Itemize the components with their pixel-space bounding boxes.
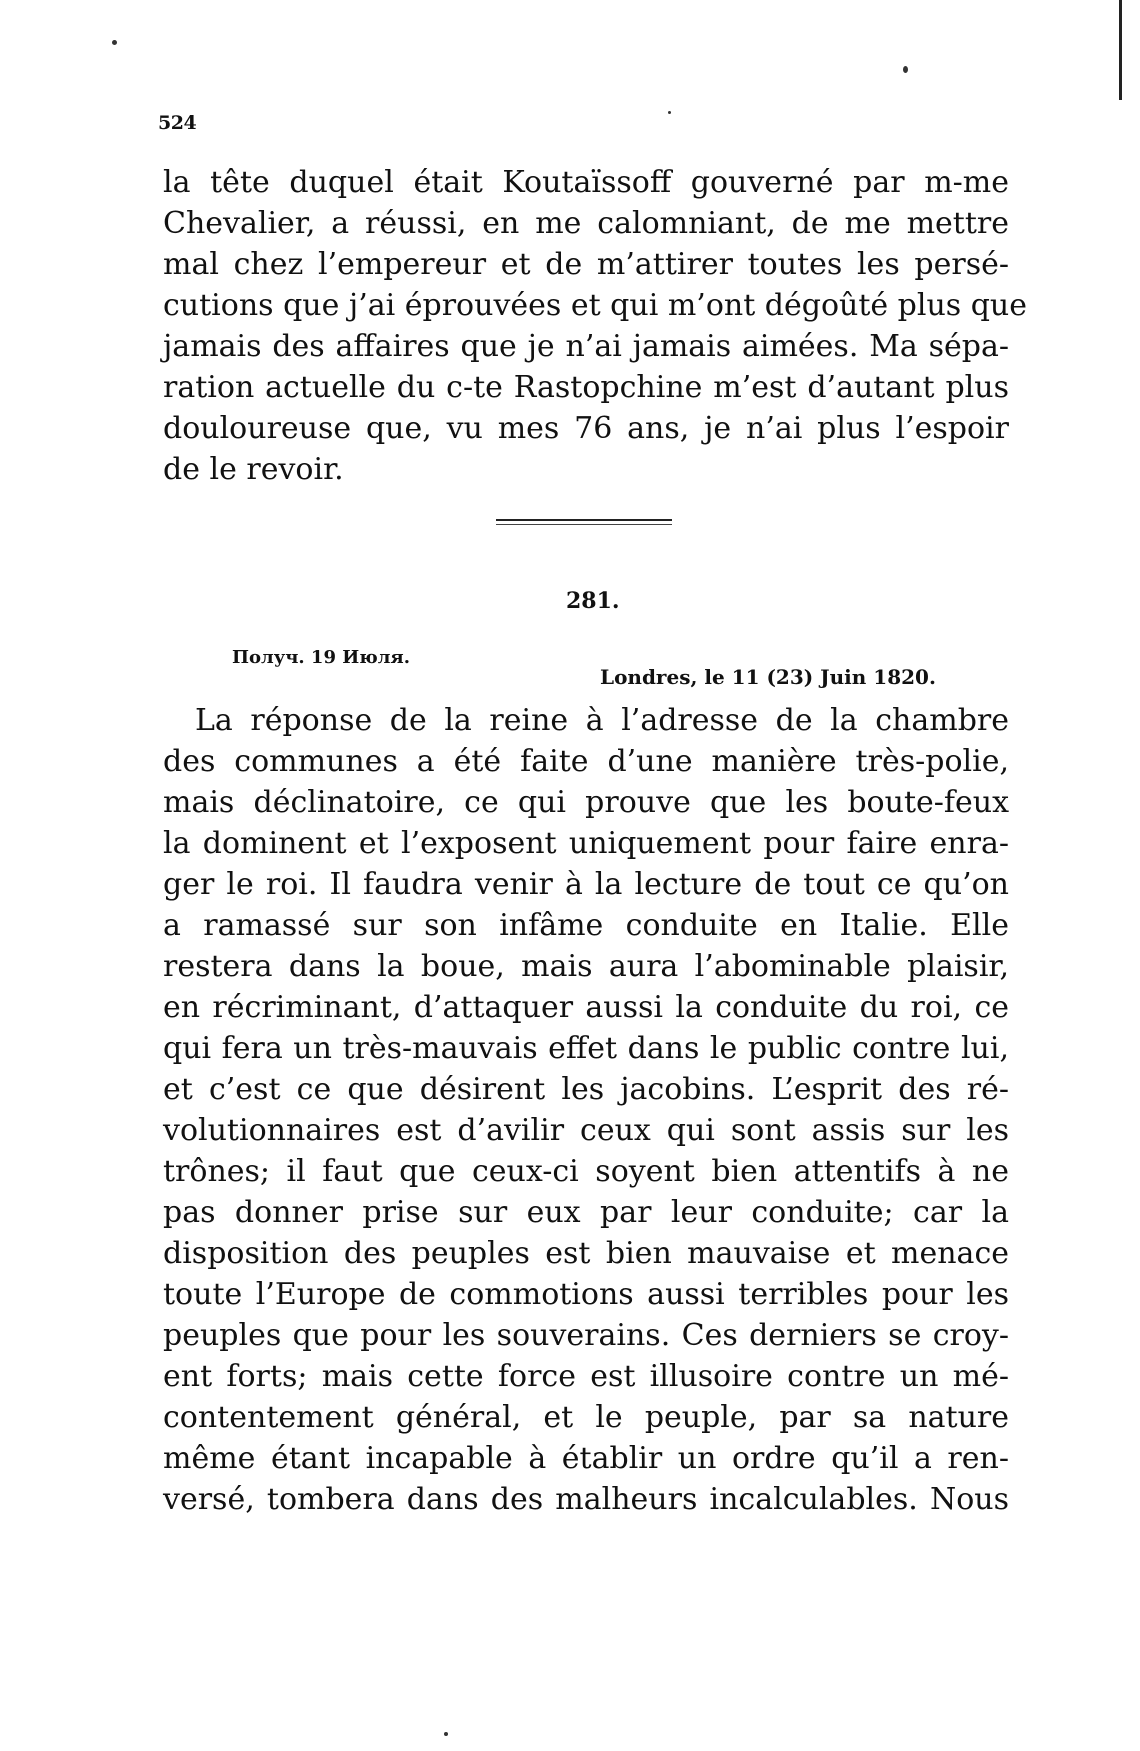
text-line: La réponse de la reine à l’adresse de la chambre xyxy=(195,703,1009,738)
page-number: 524 xyxy=(158,112,197,134)
text-line: mais déclinatoire, ce qui prouve que les boute-feux xyxy=(163,785,1009,820)
text-line: volutionnaires est d’avilir ceux qui sont assis sur les xyxy=(163,1113,1009,1148)
print-speck xyxy=(112,40,117,45)
text-line: restera dans la boue, mais aura l’abominable plaisir, xyxy=(163,949,1009,984)
text-line: la tête duquel était Koutaïssoff gouverné par m-me xyxy=(163,165,1009,200)
text-line: toute l’Europe de commotions aussi terribles pour les xyxy=(163,1277,1009,1312)
text-line: cutions que j’ai éprouvées et qui m’ont dégoûté plus que xyxy=(163,288,1028,323)
section-divider xyxy=(496,519,672,521)
page-edge-mark xyxy=(1119,0,1122,100)
text-line: a ramassé sur son infâme conduite en Italie. Elle xyxy=(163,908,1009,943)
text-line: la dominent et l’exposent uniquement pour faire enra- xyxy=(163,826,1009,861)
letter-number: 281. xyxy=(566,588,620,614)
letter-body xyxy=(163,700,1009,1520)
text-line: ration actuelle du c-te Rastopchine m’est d’autant plus xyxy=(163,370,1009,405)
text-line: en récriminant, d’attaquer aussi la conduite du roi, ce xyxy=(163,990,1009,1025)
text-line: ent forts; mais cette force est illusoire contre un mé- xyxy=(163,1359,1009,1394)
print-speck xyxy=(668,111,671,114)
text-line: pas donner prise sur eux par leur conduite; car la xyxy=(163,1195,1009,1230)
text-line: qui fera un très-mauvais effet dans le public contre lui, xyxy=(163,1031,1009,1066)
text-line: disposition des peuples est bien mauvaise et menace xyxy=(163,1236,1009,1271)
text-line: versé, tombera dans des malheurs incalculables. Nous xyxy=(163,1482,1009,1517)
text-line: Chevalier, a réussi, en me calomniant, de me mettre xyxy=(163,206,1009,241)
text-line: même étant incapable à établir un ordre qu’il a ren- xyxy=(163,1441,1009,1476)
print-speck xyxy=(444,1732,448,1736)
print-speck xyxy=(903,66,908,73)
letter-dateline: Londres, le 11 (23) Juin 1820. xyxy=(600,665,936,689)
continued-paragraph xyxy=(163,162,1028,490)
text-line: mal chez l’empereur et de m’attirer toutes les persé- xyxy=(163,247,1009,282)
text-line: douloureuse que, vu mes 76 ans, je n’ai plus l’espoir xyxy=(163,411,1009,446)
text-line: contentement général, et le peuple, par sa nature xyxy=(163,1400,1009,1435)
received-date-note: Получ. 19 Июля. xyxy=(232,647,410,668)
text-line: trônes; il faut que ceux-ci soyent bien attentifs à ne xyxy=(163,1154,1009,1189)
text-line: des communes a été faite d’une manière très-polie, xyxy=(163,744,1009,779)
text-line: et c’est ce que désirent les jacobins. L’esprit des ré- xyxy=(163,1072,1009,1107)
text-line: jamais des affaires que je n’ai jamais aimées. Ma sépa- xyxy=(163,329,1009,364)
text-line: peuples que pour les souverains. Ces derniers se croy- xyxy=(163,1318,1009,1353)
text-line: de le revoir. xyxy=(163,452,344,487)
text-line: ger le roi. Il faudra venir à la lecture de tout ce qu’on xyxy=(163,867,1009,902)
